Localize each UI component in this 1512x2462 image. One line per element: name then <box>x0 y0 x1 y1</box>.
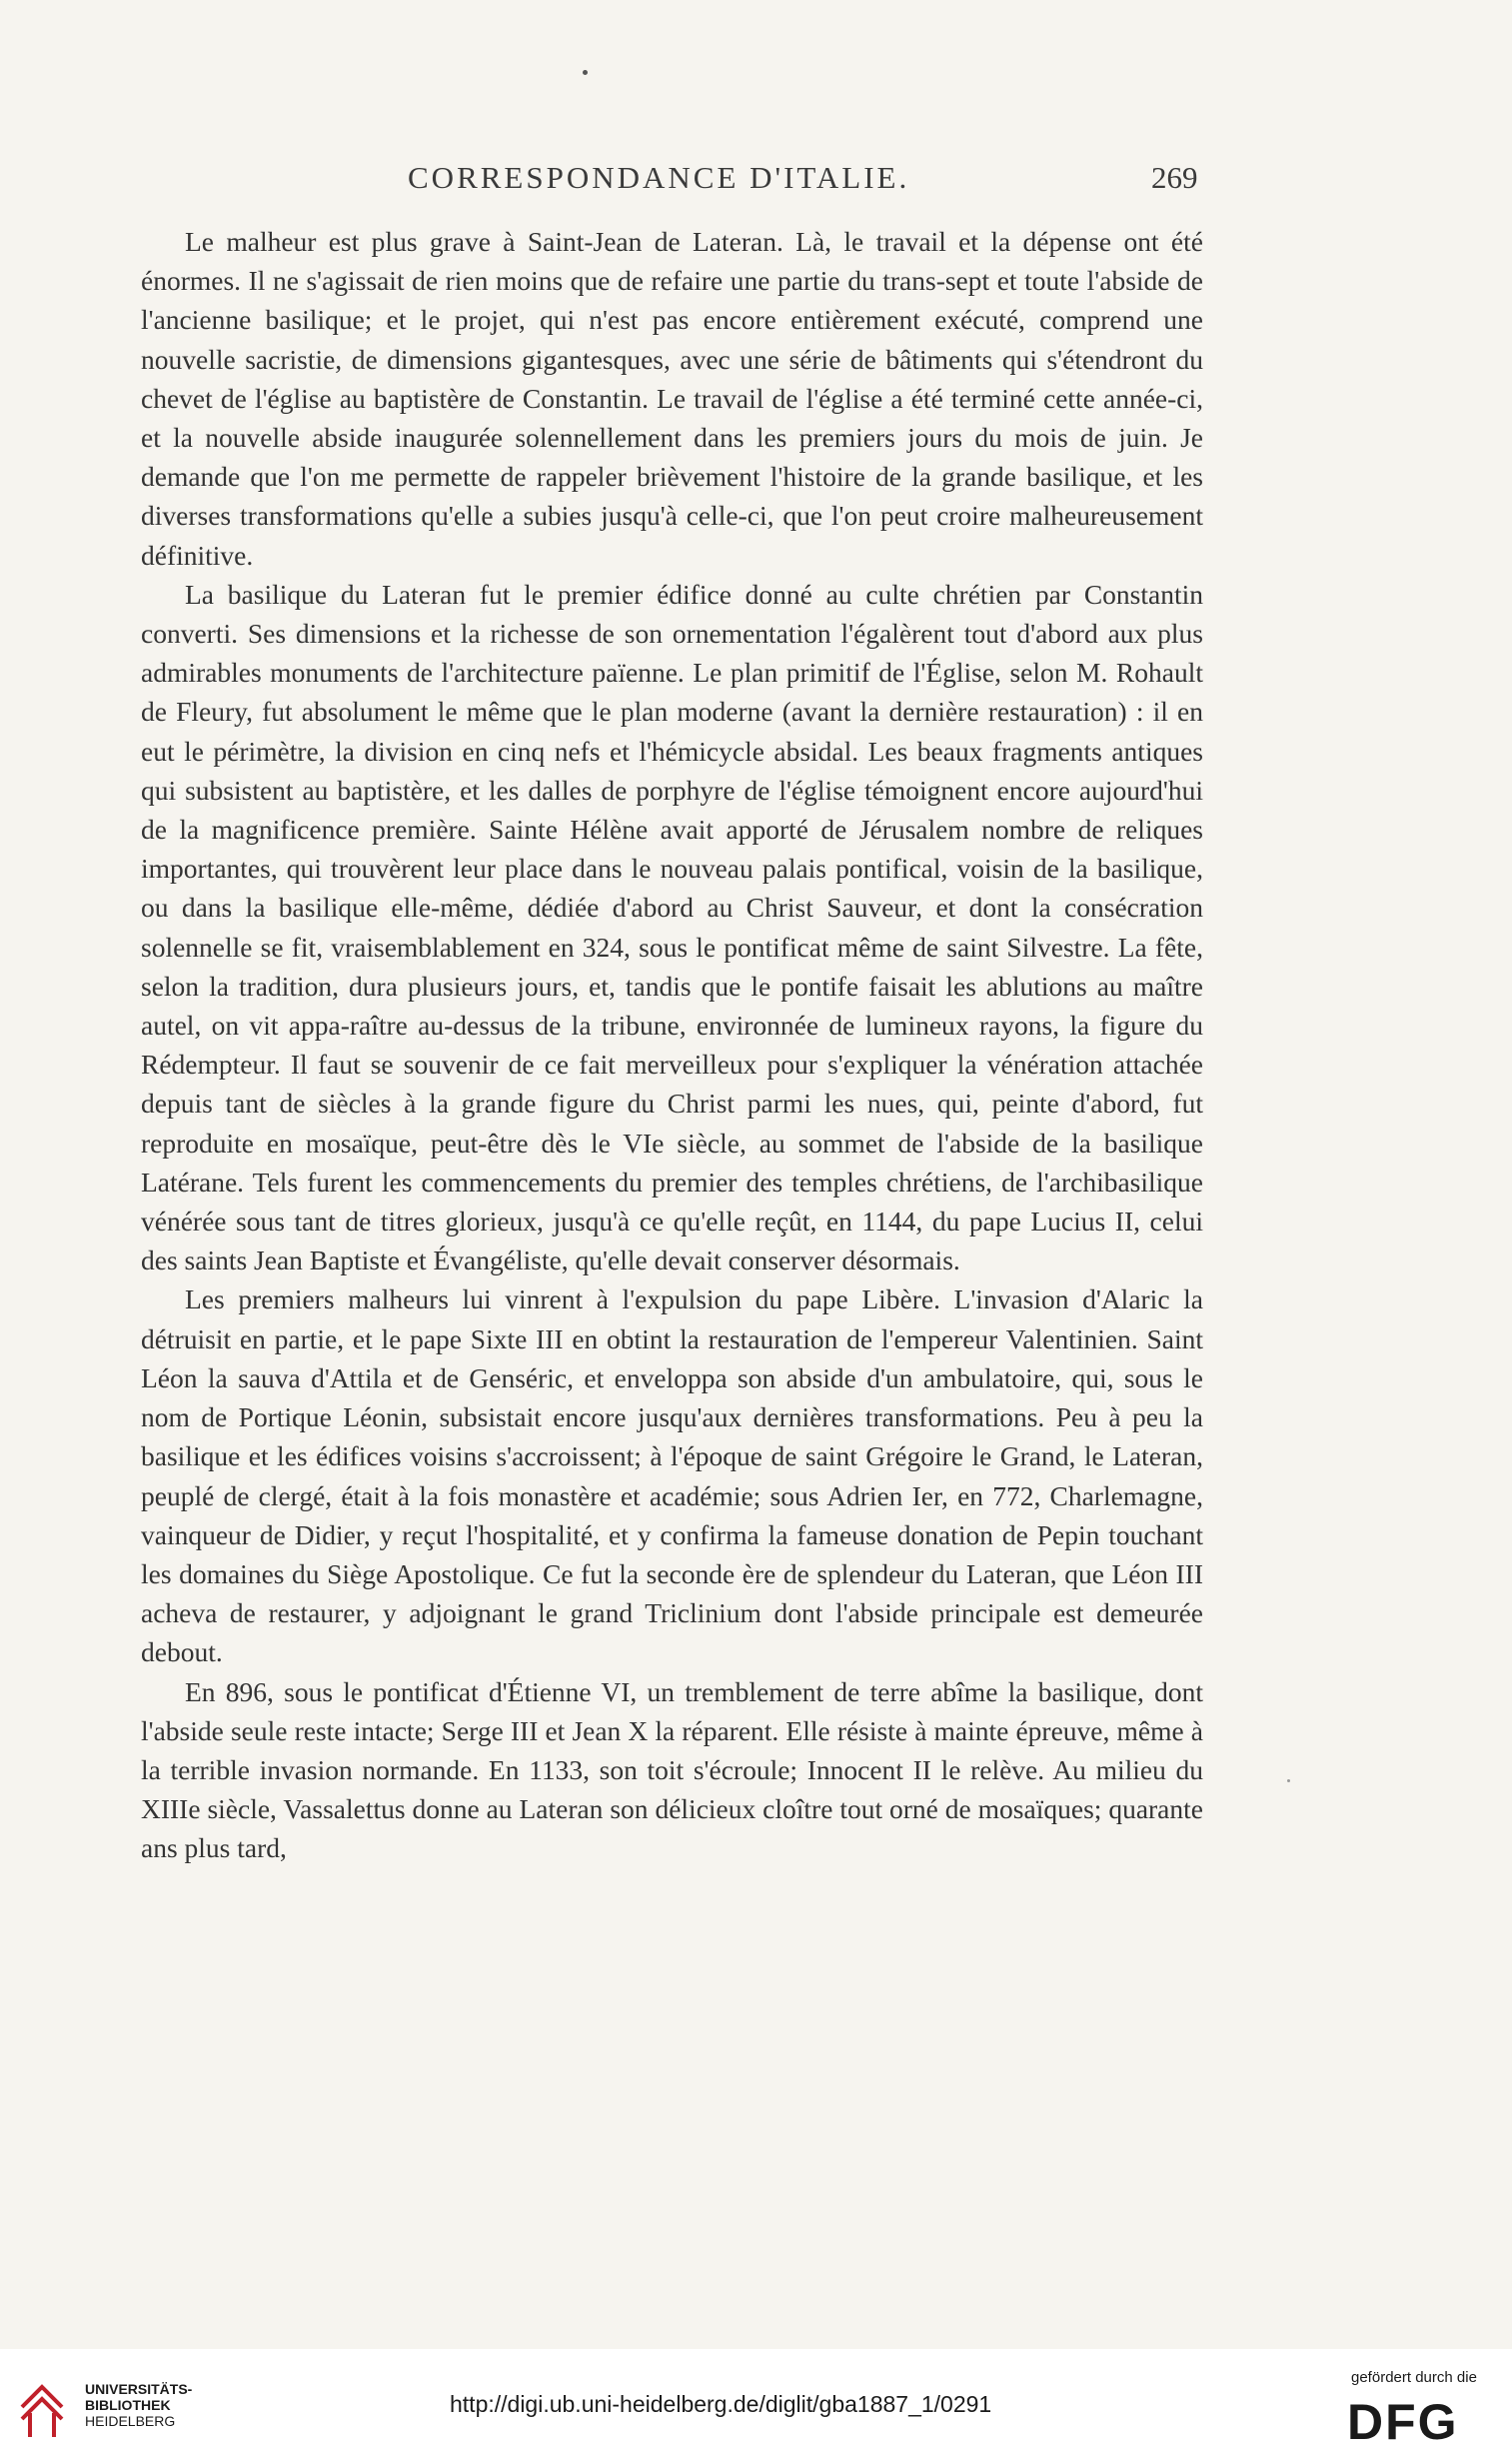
library-name-line: HEIDELBERG <box>85 2413 176 2429</box>
library-name-line: BIBLIOTHEK <box>85 2397 171 2413</box>
running-title: CORRESPONDANCE D'ITALIE. <box>408 160 910 195</box>
dfg-logo[interactable]: DFG <box>1347 2394 1459 2450</box>
university-library-name[interactable] <box>85 2381 192 2429</box>
source-url-link[interactable]: http://digi.ub.uni-heidelberg.de/diglit/gba1887_1/0291 <box>450 2391 992 2417</box>
page-number: 269 <box>1151 160 1198 195</box>
library-name-line: UNIVERSITÄTS- <box>85 2381 193 2397</box>
scan-speck <box>583 70 588 75</box>
paragraph-3: Les premiers malheurs lui vinrent à l'expulsion du pape Libère. L'invasion d'Alaric la détruisit en partie, et le pape Sixte III en obtint la restauration de l'empereur Valentinien. Saint Léon la sauva d'Attila et de Genséric, et enveloppa son abside d'un ambulatoire, qui, sous le nom de Portique Léonin, subsistait encore jusqu'aux dernières transformations. Peu à peu la basilique et les édifices voisins s'accroissent; à l'époque de saint Grégoire le Grand, le Lateran, peuplé de clergé, était à la fois monastère et académie; sous Adrien Ier, en 772, Charlemagne, vainqueur de Didier, y reçut l'hospitalité, et y confirma la fameuse donation de Pepin touchant les domaines du Siège Apostolique. Ce fut la seconde ère de splendeur du Lateran, que Léon III acheva de restaurer, y adjoignant le grand Triclinium dont l'abside principale est demeurée debout. <box>141 1283 1203 1668</box>
paragraph-4: En 896, sous le pontificat d'Étienne VI, un tremblement de terre abîme la basilique, dont l'abside seule reste intacte; Serge III et Jean X la réparent. Elle résiste à mainte épreuve, même à la terrible invasion normande. En 1133, son toit s'écroule; Innocent II le relève. Au milieu du XIIIe siècle, Vassalettus donne au Lateran son délicieux cloître tout orné de mosaïques; quarante ans plus tard, <box>141 1675 1203 1864</box>
university-library-logo-icon[interactable] <box>16 2367 68 2447</box>
funder-label: gefördert durch die <box>1351 2369 1477 2386</box>
body-text <box>141 222 1203 1868</box>
paragraph-2: La basilique du Lateran fut le premier édifice donné au culte chrétien par Constantin converti. Ses dimensions et la richesse de son ornementation l'égalèrent tout d'abord aux plus admirables monuments de l'architecture païenne. Le plan primitif de l'Église, selon M. Rohault de Fleury, fut absolument le même que le plan moderne (avant la dernière restauration) : il en eut le périmètre, la division en cinq nefs et l'hémicycle absidal. Les beaux fragments antiques qui subsistent au baptistère, et les dalles de porphyre de l'église témoignent encore aujourd'hui de la magnificence première. Sainte Hélène avait apporté de Jérusalem nombre de reliques importantes, qui trouvèrent leur place dans le nouveau palais pontifical, voisin de la basilique, ou dans la basilique elle-même, dédiée d'abord au Christ Sauveur, et dont la consécration solennelle se fit, vraisemblablement en 324, sous le pontificat même de saint Silvestre. La fête, selon la tradition, dura plusieurs jours, et, tandis que le pontife faisait les ablutions au maître autel, on vit appa-raître au-dessus de la tribune, environnée de lumineux rayons, la figure du Rédempteur. Il faut se souvenir de ce fait merveilleux pour s'expliquer la vénération attachée depuis tant de siècles à la grande figure du Christ parmi les nues, qui, peinte d'abord, fut reproduite en mosaïque, peut-être dès le VIe siècle, au sommet de l'abside de la basilique Latérane. Tels furent les commencements du premier des temples chrétiens, de l'archibasilique vénérée sous tant de titres glorieux, jusqu'à ce qu'elle reçût, en 1144, du pape Lucius II, celui des saints Jean Baptiste et Évangéliste, qu'elle devait conserver désormais. <box>141 578 1203 1276</box>
scan-speck <box>1287 1779 1290 1782</box>
paragraph-1: Le malheur est plus grave à Saint-Jean de Lateran. Là, le travail et la dépense ont été énormes. Il ne s'agissait de rien moins que de refaire une partie du trans-sept et toute l'abside de l'ancienne basilique; et le projet, qui n'est pas encore entièrement exécuté, comprend une nouvelle sacristie, de dimensions gigantesques, avec une série de bâtiments qui s'étendront du chevet de l'église au baptistère de Constantin. Le travail de l'église a été terminé cette année-ci, et la nouvelle abside inaugurée solennellement dans les premiers jours du mois de juin. Je demande que l'on me permette de rappeler brièvement l'histoire de la grande basilique, et les diverses transformations qu'elle a subies jusqu'à celle-ci, que l'on peut croire malheureusement définitive. <box>141 226 1203 571</box>
